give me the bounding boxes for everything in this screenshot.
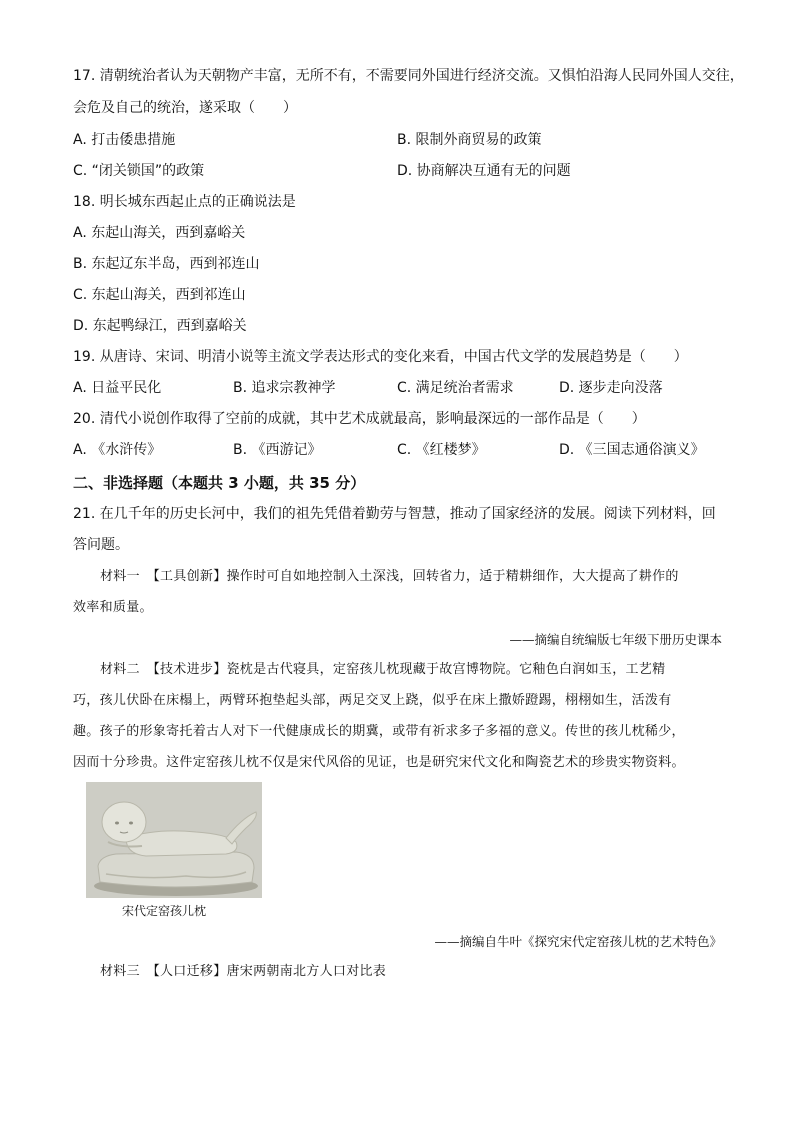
q17-stem-line2: 会危及自己的统治，遂采取（ ） — [73, 100, 297, 116]
q18-stem: 18. 明长城东西起止点的正确说法是 — [73, 194, 296, 210]
material1-line1: 材料一 【工具创新】操作时可自如地控制入土深浅，回转省力，适于精耕细作，大大提高了耕作的 — [100, 569, 679, 584]
material1-line2: 效率和质量。 — [73, 600, 153, 615]
q17-stem-line1: 17. 清朝统治者认为天朝物产丰富，无所不有，不需要同外国进行经济交流。又惧怕沿海人民同外国人交往， — [73, 68, 744, 84]
material2-line1: 材料二 【技术进步】瓷枕是古代寝具，定窑孩儿枕现藏于故宫博物院。它釉色白润如玉，工艺精 — [100, 662, 666, 677]
material3-line1: 材料三 【人口迁移】唐宋两朝南北方人口对比表 — [100, 964, 387, 979]
q18-option-a: A. 东起山海关，西到嘉峪关 — [73, 225, 246, 241]
q20-option-c: C. 《红楼梦》 — [397, 442, 486, 458]
material2-line4: 因而十分珍贵。这件定窑孩儿枕不仅是宋代风俗的见证，也是研究宋代文化和陶瓷艺术的珍贵实物资料。 — [73, 755, 685, 770]
q17-option-a: A. 打击倭患措施 — [73, 132, 176, 148]
material1-source: ——摘编自统编版七年级下册历史课本 — [509, 632, 722, 647]
q20-option-a: A. 《水浒传》 — [73, 442, 162, 458]
child-pillow-photo — [86, 782, 262, 898]
q20-option-b: B. 《西游记》 — [233, 442, 322, 458]
q17-option-d: D. 协商解决互通有无的问题 — [397, 163, 571, 179]
q21-stem-line2: 答问题。 — [73, 537, 129, 553]
photo-caption: 宋代定窑孩儿枕 — [122, 904, 207, 918]
q19-stem: 19. 从唐诗、宋词、明清小说等主流文学表达形式的变化来看，中国古代文学的发展趋势是（ ） — [73, 349, 688, 365]
q19-option-a: A. 日益平民化 — [73, 380, 162, 396]
q19-option-b: B. 追求宗教神学 — [233, 380, 336, 396]
q17-option-c: C. “闭关锁国”的政策 — [73, 163, 205, 179]
q20-option-d: D. 《三国志通俗演义》 — [559, 442, 705, 458]
q21-stem-line1: 21. 在几千年的历史长河中，我们的祖先凭借着勤劳与智慧，推动了国家经济的发展。阅读下列材料，回 — [73, 506, 716, 522]
q18-option-d: D. 东起鸭绿江，西到嘉峪关 — [73, 318, 247, 334]
material2-line2: 巧，孩儿伏卧在床榻上，两臂环抱垫起头部，两足交叉上跷，似乎在床上撒娇蹬踢，栩栩如生，活泼有 — [73, 693, 672, 708]
q18-option-b: B. 东起辽东半岛，西到祁连山 — [73, 256, 260, 272]
q17-option-b: B. 限制外商贸易的政策 — [397, 132, 542, 148]
section-heading-nonchoice: 二、非选择题（本题共 3 小题，共 35 分） — [73, 474, 366, 492]
q18-option-c: C. 东起山海关，西到祁连山 — [73, 287, 246, 303]
material2-source: ——摘编自牛叶《探究宋代定窑孩儿枕的艺术特色》 — [434, 934, 722, 949]
q20-stem: 20. 清代小说创作取得了空前的成就，其中艺术成就最高，影响最深远的一部作品是（ ） — [73, 411, 646, 427]
q19-option-d: D. 逐步走向没落 — [559, 380, 663, 396]
material2-line3: 趣。孩子的形象寄托着古人对下一代健康成长的期冀，或带有祈求多子多福的意义。传世的孩儿枕稀少， — [73, 724, 685, 739]
q19-option-c: C. 满足统治者需求 — [397, 380, 514, 396]
child-pillow-illustration — [86, 782, 262, 898]
